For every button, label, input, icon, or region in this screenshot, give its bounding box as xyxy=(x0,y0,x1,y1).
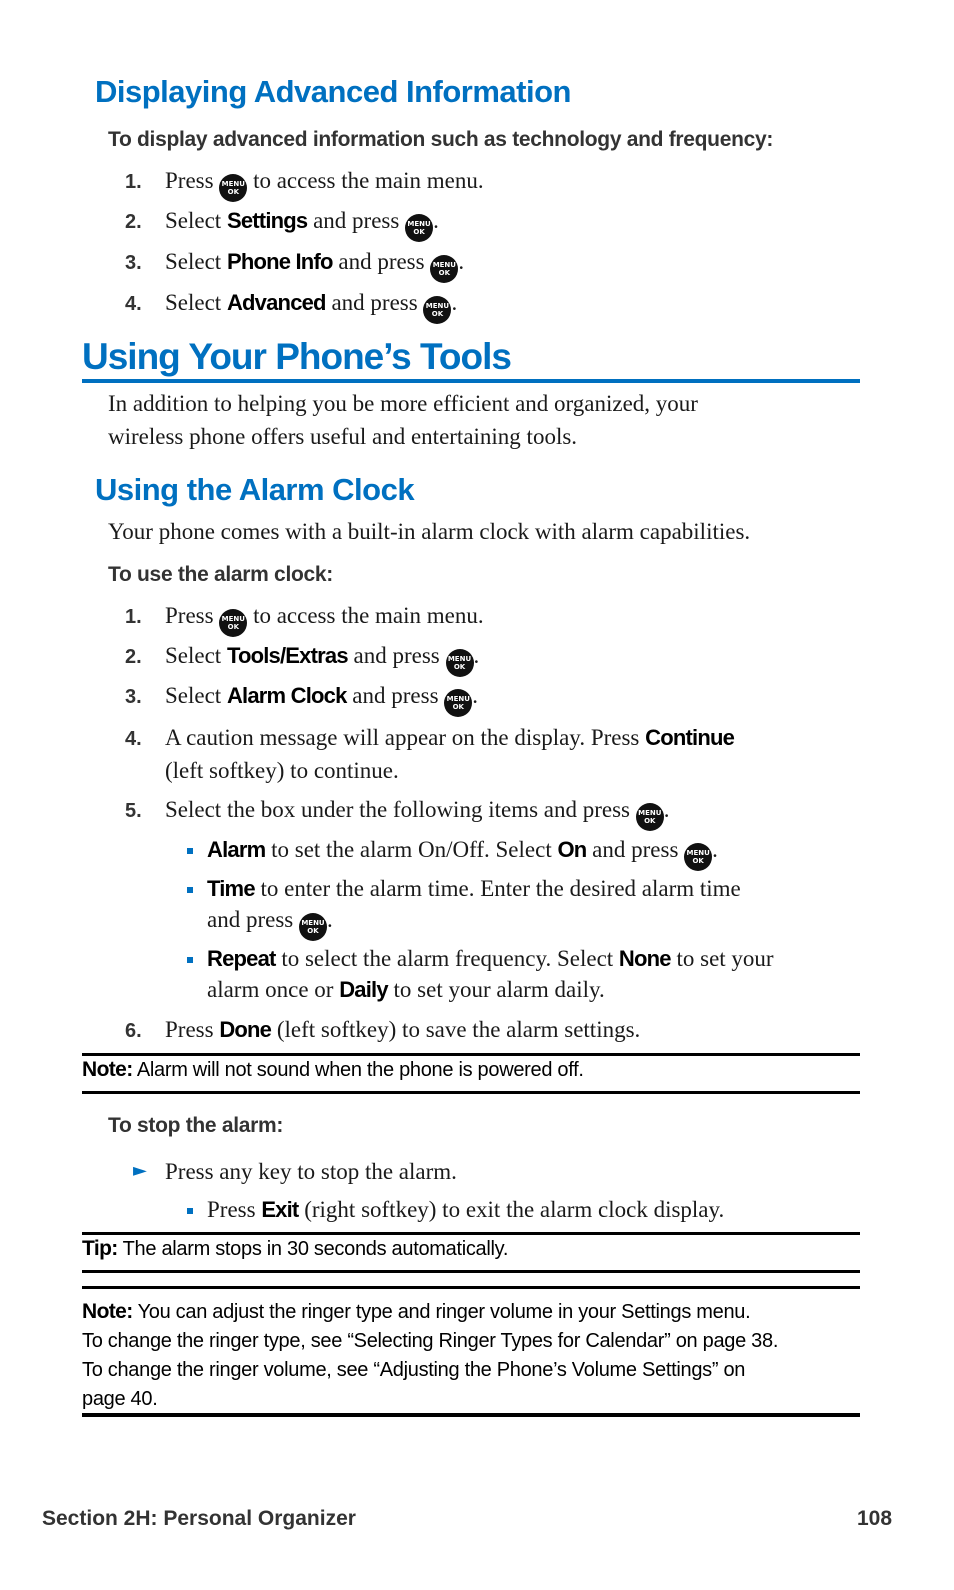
menu-ok-key-icon: MENU OK xyxy=(430,255,458,283)
step-number: 3. xyxy=(125,686,142,708)
step-post: to access the main menu. xyxy=(253,168,484,193)
menu-item-tools-extras: Tools/Extras xyxy=(226,643,348,668)
note-top-rule xyxy=(82,1053,860,1056)
step-pre: Select the box under the following items and press xyxy=(165,797,631,822)
heading-displaying-advanced-info: Displaying Advanced Information xyxy=(95,74,571,109)
sub-text: to set the alarm On/Off. Select xyxy=(271,837,552,862)
step-text xyxy=(165,722,734,753)
step-pre: Select xyxy=(165,290,222,315)
lead-advanced-info: To display advanced information such as technology and frequency: xyxy=(108,128,774,151)
step-post: to access the main menu. xyxy=(253,603,484,628)
step-post: and press xyxy=(338,249,425,274)
step-pre: Press xyxy=(165,168,214,193)
sub-text: to set your alarm daily. xyxy=(393,977,605,1002)
note-text: Alarm will not sound when the phone is powered off. xyxy=(136,1059,584,1081)
step-text: Select Phone Info and press MENU OK . xyxy=(165,246,464,283)
step-pre: A caution message will appear on the display. Press xyxy=(165,725,640,750)
note-text: page 40. xyxy=(82,1388,158,1410)
heading-underline xyxy=(82,379,860,383)
option-on: On xyxy=(557,837,587,862)
menu-ok-key-icon: MENU OK xyxy=(423,296,451,324)
option-daily: Daily xyxy=(339,977,388,1002)
step-text xyxy=(165,1014,640,1045)
step-post: and press xyxy=(352,683,439,708)
menu-ok-key-icon: MENU OK xyxy=(405,214,433,242)
step-pre: Press xyxy=(165,1017,214,1042)
sub-item-alarm: Alarm to set the alarm On/Off. Select On and press MENU OK . xyxy=(207,834,718,871)
step-text: Select Settings and press MENU OK . xyxy=(165,205,439,242)
sub-item-time-line2: and press MENU OK . xyxy=(207,904,333,941)
note-text: You can adjust the ringer type and ringer volume in your Settings menu. xyxy=(137,1301,751,1323)
stop-step: Press any key to stop the alarm. xyxy=(165,1159,457,1184)
step-number: 2. xyxy=(125,211,142,233)
lead-stop-alarm: To stop the alarm: xyxy=(108,1114,284,1137)
note-bottom-rule xyxy=(82,1091,860,1094)
step-number: 6. xyxy=(125,1020,142,1042)
step-text xyxy=(165,165,484,202)
sub-text: Press xyxy=(207,1197,256,1222)
step-pre: Select xyxy=(165,643,222,668)
note2-top-rule xyxy=(82,1286,860,1289)
note-text: To change the ringer type, see “Selecting Ringer Types for Calendar” on page 38. xyxy=(82,1330,779,1352)
softkey-done: Done xyxy=(219,1017,272,1042)
bullet-icon xyxy=(187,848,193,854)
sub-text: to set your xyxy=(676,946,774,971)
step-post: and press xyxy=(313,208,400,233)
step-text: Select Advanced and press MENU OK . xyxy=(165,287,457,324)
step-number: 4. xyxy=(125,728,142,750)
note-label: Note: xyxy=(82,1300,133,1323)
intro-line: In addition to helping you be more efficient and organized, your xyxy=(108,391,698,416)
field-repeat: Repeat xyxy=(207,946,276,971)
arrow-bullet-icon: ► xyxy=(133,1160,147,1181)
step-number: 2. xyxy=(125,646,142,668)
tip-top-rule xyxy=(82,1232,860,1235)
sub-text: and press xyxy=(592,837,679,862)
step-pre: Press xyxy=(165,603,214,628)
step-number: 3. xyxy=(125,252,142,274)
sub-text: alarm once or xyxy=(207,977,334,1002)
bullet-icon xyxy=(187,1208,193,1214)
sub-item-repeat xyxy=(207,943,774,974)
sub-text: to enter the alarm time. Enter the desired alarm time xyxy=(260,876,741,901)
sub-text: (right softkey) to exit the alarm clock display. xyxy=(304,1197,725,1222)
note-label: Note: xyxy=(82,1058,133,1081)
alarm-intro: Your phone comes with a built-in alarm clock with alarm capabilities. xyxy=(108,519,751,544)
step-post: (left softkey) to save the alarm settings. xyxy=(276,1017,641,1042)
softkey-continue: Continue xyxy=(645,725,735,750)
lead-use-alarm: To use the alarm clock: xyxy=(108,563,333,586)
step-post: and press xyxy=(353,643,440,668)
bullet-icon xyxy=(187,957,193,963)
step-number: 4. xyxy=(125,293,142,315)
tools-intro xyxy=(108,388,698,452)
heading-alarm-clock: Using the Alarm Clock xyxy=(95,472,415,507)
option-none: None xyxy=(618,946,671,971)
intro-line: wireless phone offers useful and entertaining tools. xyxy=(108,424,578,449)
note-text: To change the ringer volume, see “Adjusting the Phone’s Volume Settings” on xyxy=(82,1359,746,1381)
tip-bottom-rule xyxy=(82,1270,860,1273)
step-number: 1. xyxy=(125,606,142,628)
tip-text: The alarm stops in 30 seconds automatically. xyxy=(122,1238,509,1260)
sub-text: to select the alarm frequency. Select xyxy=(281,946,614,971)
step-continuation: (left softkey) to continue. xyxy=(165,758,399,783)
step-number: 1. xyxy=(125,171,142,193)
step-pre: Select xyxy=(165,683,222,708)
step-text: Select Tools/Extras and press MENU OK . xyxy=(165,640,479,677)
menu-ok-key-icon: MENU OK xyxy=(299,913,327,941)
menu-ok-key-icon: MENU OK xyxy=(446,649,474,677)
stop-sub-item xyxy=(207,1194,724,1225)
step-pre: Select xyxy=(165,208,222,233)
step-pre: Select xyxy=(165,249,222,274)
menu-ok-key-icon: MENU OK xyxy=(219,174,247,202)
field-time: Time xyxy=(207,876,255,901)
heading-using-phone-tools: Using Your Phone’s Tools xyxy=(82,336,511,377)
bullet-icon xyxy=(187,887,193,893)
menu-item-phone-info: Phone Info xyxy=(226,249,333,274)
menu-ok-key-icon: MENU OK xyxy=(684,843,712,871)
note2-bottom-rule xyxy=(82,1413,860,1417)
step-text xyxy=(165,600,484,637)
field-alarm: Alarm xyxy=(207,837,266,862)
menu-ok-key-icon: MENU OK xyxy=(636,803,664,831)
footer-section: Section 2H: Personal Organizer xyxy=(42,1507,356,1530)
step-number: 5. xyxy=(125,800,142,822)
softkey-exit: Exit xyxy=(261,1197,299,1222)
sub-item-time xyxy=(207,873,741,904)
menu-item-settings: Settings xyxy=(226,208,308,233)
note-ringer xyxy=(82,1297,778,1414)
menu-ok-key-icon: MENU OK xyxy=(444,689,472,717)
menu-item-advanced: Advanced xyxy=(226,290,326,315)
tip-label: Tip: xyxy=(82,1237,118,1260)
sub-text: and press xyxy=(207,907,294,932)
page-number: 108 xyxy=(857,1507,893,1530)
sub-item-repeat-line2 xyxy=(207,974,605,1005)
note-powered-off xyxy=(82,1058,584,1082)
step-text: Select the box under the following items and press MENU OK . xyxy=(165,794,670,831)
menu-ok-key-icon: MENU OK xyxy=(219,609,247,637)
tip-box xyxy=(82,1237,508,1261)
step-text: Select Alarm Clock and press MENU OK . xyxy=(165,680,478,717)
step-post: and press xyxy=(331,290,418,315)
menu-item-alarm-clock: Alarm Clock xyxy=(226,683,347,708)
